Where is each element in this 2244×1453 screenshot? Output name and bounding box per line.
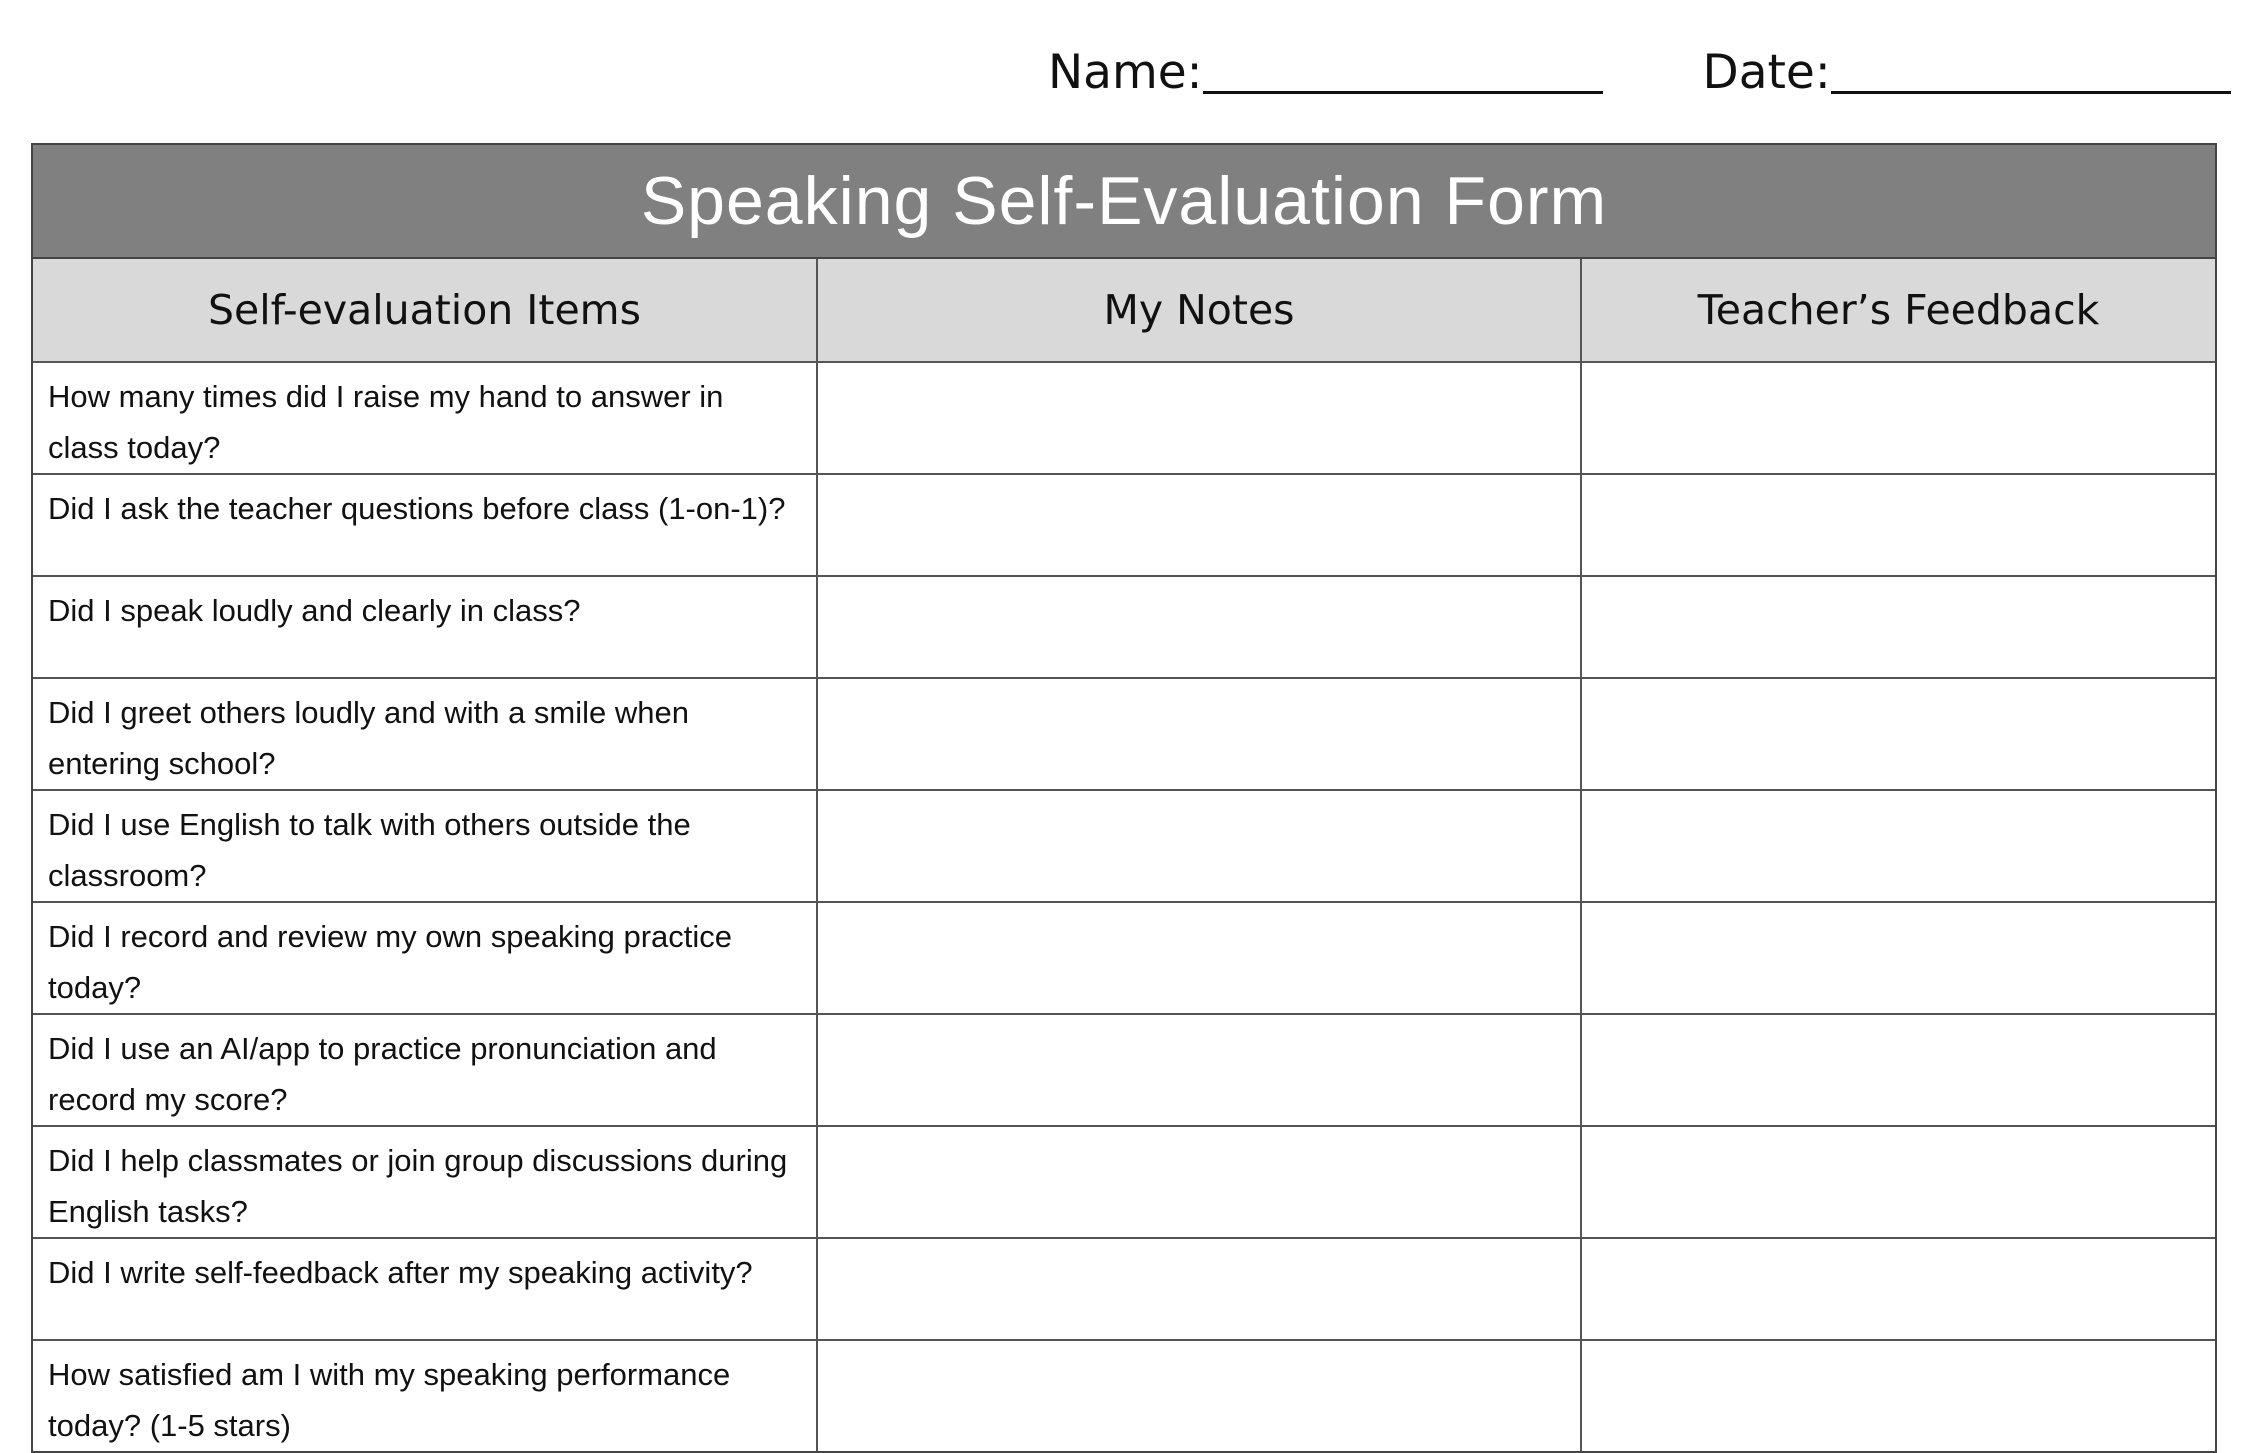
item-cell: How many times did I raise my hand to answer in class today? xyxy=(33,362,817,474)
feedback-cell[interactable] xyxy=(1581,678,2215,790)
student-info-header xyxy=(1048,38,2218,100)
table-row xyxy=(33,474,2215,576)
notes-cell[interactable] xyxy=(817,678,1581,790)
table-row xyxy=(33,678,2215,790)
feedback-cell[interactable] xyxy=(1581,362,2215,474)
item-cell: Did I use English to talk with others outside the classroom? xyxy=(33,790,817,902)
name-blank-line[interactable] xyxy=(1203,91,1603,94)
feedback-cell[interactable] xyxy=(1581,1014,2215,1126)
notes-cell[interactable] xyxy=(817,1238,1581,1340)
table-row xyxy=(33,902,2215,1014)
date-blank-line[interactable] xyxy=(1831,91,2231,94)
form-title: Speaking Self-Evaluation Form xyxy=(33,145,2215,259)
notes-cell[interactable] xyxy=(817,1014,1581,1126)
column-header-items: Self-evaluation Items xyxy=(33,259,817,362)
item-cell: Did I use an AI/app to practice pronunciation and record my score? xyxy=(33,1014,817,1126)
item-cell: Did I speak loudly and clearly in class? xyxy=(33,576,817,678)
column-header-notes: My Notes xyxy=(817,259,1581,362)
notes-cell[interactable] xyxy=(817,474,1581,576)
item-cell: Did I ask the teacher questions before class (1-on-1)? xyxy=(33,474,817,576)
table-row xyxy=(33,1238,2215,1340)
table-row xyxy=(33,1014,2215,1126)
table-row xyxy=(33,362,2215,474)
feedback-cell[interactable] xyxy=(1581,576,2215,678)
notes-cell[interactable] xyxy=(817,790,1581,902)
feedback-cell[interactable] xyxy=(1581,474,2215,576)
date-label: Date: xyxy=(1702,45,1831,100)
item-cell: Did I write self-feedback after my speaking activity? xyxy=(33,1238,817,1340)
item-cell: Did I record and review my own speaking practice today? xyxy=(33,902,817,1014)
date-field[interactable] xyxy=(1703,45,2231,100)
notes-cell[interactable] xyxy=(817,1340,1581,1451)
table-header-row xyxy=(33,259,2215,362)
column-header-feedback: Teacher’s Feedback xyxy=(1581,259,2215,362)
table-row xyxy=(33,1126,2215,1238)
table-row xyxy=(33,576,2215,678)
name-field[interactable] xyxy=(1048,45,1603,100)
evaluation-table xyxy=(33,259,2215,1451)
feedback-cell[interactable] xyxy=(1581,902,2215,1014)
table-row xyxy=(33,790,2215,902)
notes-cell[interactable] xyxy=(817,576,1581,678)
item-cell: How satisfied am I with my speaking performance today? (1-5 stars) xyxy=(33,1340,817,1451)
feedback-cell[interactable] xyxy=(1581,1340,2215,1451)
item-cell: Did I greet others loudly and with a smile when entering school? xyxy=(33,678,817,790)
feedback-cell[interactable] xyxy=(1581,790,2215,902)
feedback-cell[interactable] xyxy=(1581,1126,2215,1238)
notes-cell[interactable] xyxy=(817,362,1581,474)
feedback-cell[interactable] xyxy=(1581,1238,2215,1340)
item-cell: Did I help classmates or join group discussions during English tasks? xyxy=(33,1126,817,1238)
name-label: Name: xyxy=(1048,45,1203,100)
notes-cell[interactable] xyxy=(817,1126,1581,1238)
evaluation-form xyxy=(31,143,2217,1453)
table-row xyxy=(33,1340,2215,1451)
notes-cell[interactable] xyxy=(817,902,1581,1014)
